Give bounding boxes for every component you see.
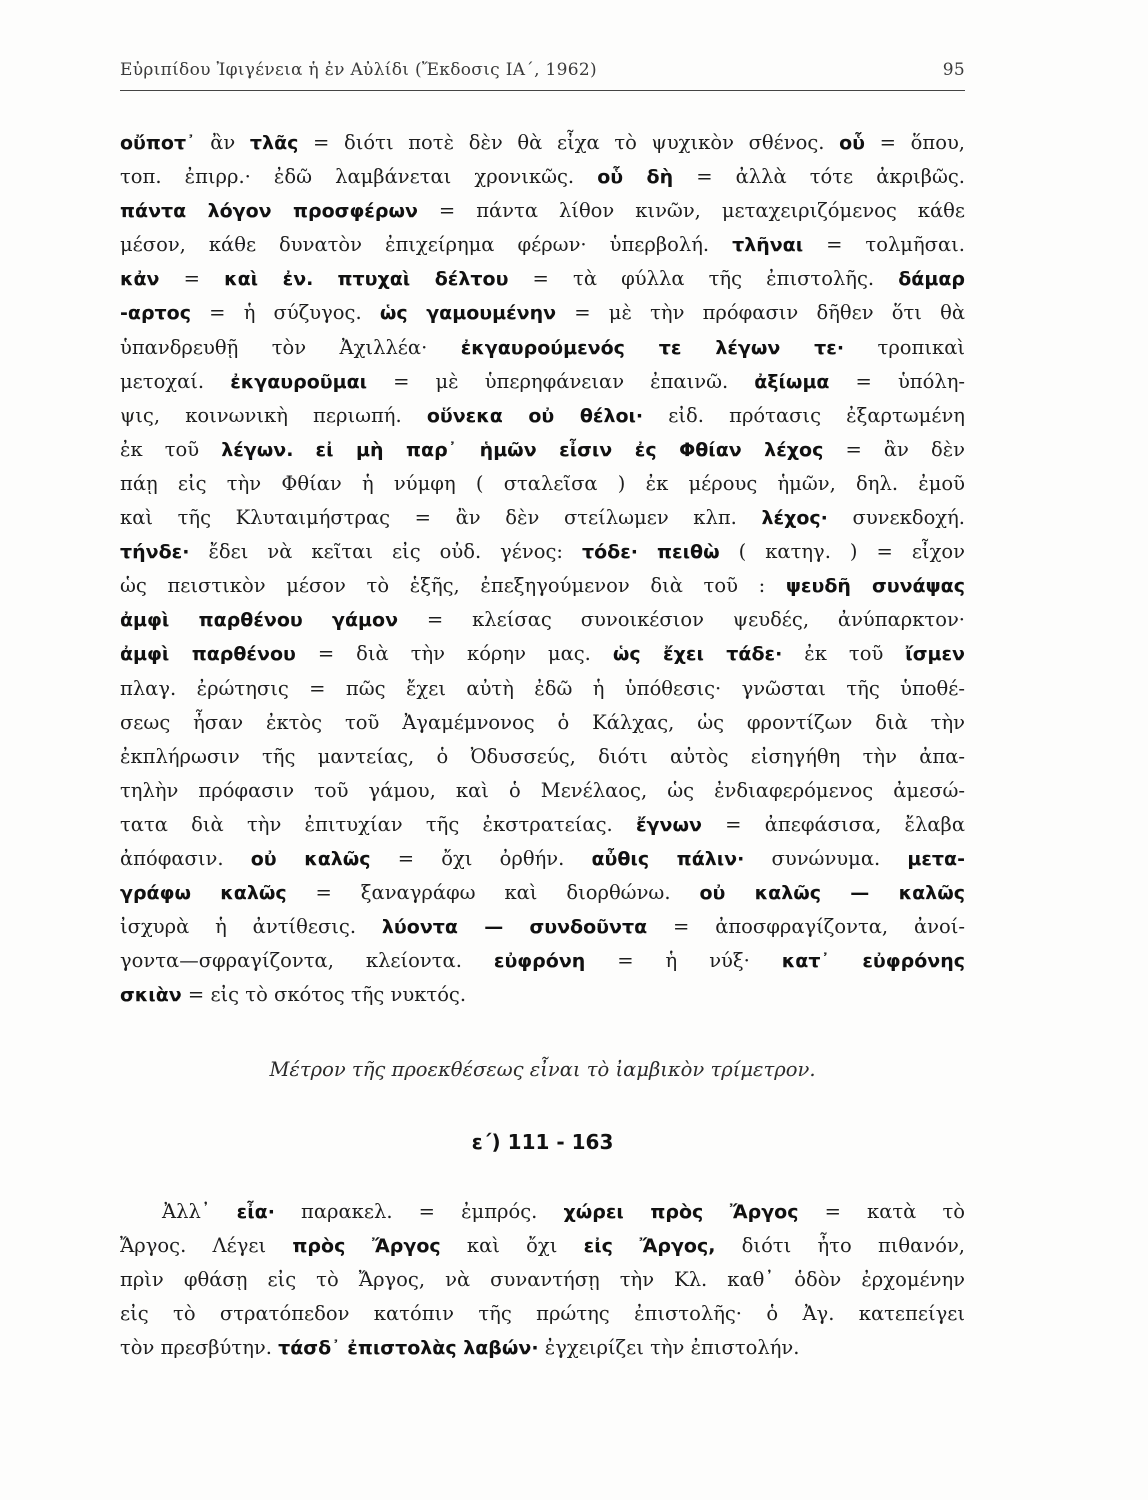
text-line (120, 944, 965, 978)
lemma-bold: πειθὼ (657, 541, 720, 564)
commentary-block-2 (120, 1195, 965, 1365)
running-title: Εὐριπίδου Ἰφιγένεια ἡ ἐν Αὐλίδι (Ἔκδοσις ΙΑ΄, 1962) (120, 60, 597, 80)
gloss-text: πάῃ εἰς τὴν Φθίαν ἡ νύμφη ( σταλεῖσα ) ἐκ μέρους ἡμῶν, δηλ. ἐμοῦ (120, 471, 965, 495)
book-page (120, 0, 970, 1500)
gloss-text (638, 540, 657, 563)
lemma-bold: οὐ καλῶς — καλῶς (699, 882, 965, 905)
lemma-bold: ὡς ἔχει τάδε· (612, 643, 783, 666)
gloss-text: = ὅπου, (865, 131, 965, 154)
gloss-text: συνεκδοχή. (827, 506, 965, 530)
lemma-bold: εἰς Ἄργος, (583, 1235, 716, 1258)
lemma-bold: οὔποτ᾽ (120, 132, 196, 154)
gloss-text: = μὲ τὴν πρόφασιν δῆθεν ὅτι θὰ (556, 301, 965, 325)
text-line (120, 1331, 965, 1365)
page-number: 95 (942, 60, 965, 80)
gloss-text: εἰς τὸ στρατόπεδον κατόπιν τῆς πρώτης ἐπιστολῆς· ὁ Ἀγ. κατεπείγει (120, 1302, 965, 1326)
gloss-text: = πάντα λίθον κινῶν, μεταχειριζόμενος κάθε (417, 199, 965, 223)
lemma-bold: πάντα λόγον προσφέρων (120, 200, 418, 223)
gloss-text: σεως ἦσαν ἐκτὸς τοῦ Ἀγαμέμνονος ὁ Κάλχας, ὡς φροντίζων διὰ τὴν (120, 710, 965, 734)
text-line (120, 262, 965, 296)
text-line (120, 1195, 965, 1229)
gloss-text: = ὑπόλη- (829, 369, 965, 393)
lemma-bold: ἴσμεν (905, 643, 965, 666)
gloss-text: = εἰς τὸ σκότος τῆς νυκτός. (181, 983, 467, 1007)
lemma-bold: ἀξίωμα (754, 370, 830, 393)
text-line (120, 228, 965, 262)
text-line (120, 160, 965, 194)
lemma-bold: λύοντα — συνδοῦντα (381, 916, 648, 939)
gloss-text: καὶ τῆς Κλυταιμήστρας = ἂν δὲν στείλωμεν κλπ. (120, 506, 762, 530)
text-line (120, 603, 965, 637)
gloss-text: Ἄργος. Λέγει (120, 1234, 293, 1258)
text-line (120, 433, 965, 467)
text-line (120, 978, 965, 1012)
gloss-text: πρὶν φθάσῃ εἰς τὸ Ἄργος, νὰ συναντήσῃ τὴν Κλ. καθ᾽ ὁδὸν ἐρχομένην (120, 1268, 965, 1292)
lemma-bold: πτυχαὶ δέλτου (337, 268, 509, 291)
lemma-bold: οὕνεκα οὐ θέλοι· (426, 404, 644, 427)
lemma-bold: μετα- (907, 847, 965, 870)
lemma-bold: γράφω καλῶς (120, 882, 287, 905)
gloss-text (293, 438, 315, 461)
gloss-text: = ἂν δὲν (823, 437, 965, 461)
text-line (120, 194, 965, 228)
gloss-text: = τὰ φύλλα τῆς ἐπιστολῆς. (508, 267, 899, 291)
lemma-bold: καὶ ἐν. (224, 268, 314, 291)
gloss-text: = ἡ νύξ· (585, 949, 782, 973)
lemma-bold: οὗ (839, 132, 865, 154)
text-line (120, 365, 965, 399)
gloss-text: τηλὴν πρόφασιν τοῦ γάμου, καὶ ὁ Μενέλαος, ὡς ἐνδιαφερόμενος ἀμεσώ- (120, 778, 965, 802)
gloss-text: = διὰ τὴν κόρην μας. (295, 642, 613, 666)
gloss-text: = ἀλλὰ τότε ἀκριβῶς. (673, 165, 965, 189)
gloss-text: ἐκπλήρωσιν τῆς μαντείας, ὁ Ὀδυσσεύς, διότι αὐτὸς εἰσηγήθη τὴν ἀπα- (120, 744, 965, 768)
gloss-text: ἀπόφασιν. (120, 846, 251, 870)
lemma-bold: ἐκγαυροῦμαι (230, 370, 368, 393)
lemma-bold: ψευδῆ συνάψας (785, 575, 965, 598)
gloss-text: ἐκ τοῦ (120, 437, 222, 461)
text-line (120, 399, 965, 433)
section-heading: ε΄) 111 - 163 (471, 1130, 614, 1154)
gloss-text: = κλείσας συνοικέσιον ψευδές, ἀνύπαρκτον· (398, 608, 965, 632)
lemma-bold: ὡς γαμουμένην (379, 302, 557, 325)
text-line (120, 910, 965, 944)
lemma-bold: τάσδ᾽ ἐπιστολὰς λαβών· (278, 1337, 539, 1360)
lemma-bold: ἐκγαυρούμενός τε λέγων τε· (460, 336, 845, 359)
text-line (120, 467, 965, 501)
lemma-bold: σκιὰν (120, 984, 182, 1007)
text-line (120, 876, 965, 910)
gloss-text: ὑπανδρευθῇ τὸν Ἀχιλλέα· (120, 335, 461, 359)
gloss-text: πλαγ. ἐρώτησις = πῶς ἔχει αὐτὴ ἐδῶ ἡ ὑπόθεσις· γνῶσται τῆς ὑποθέ- (120, 676, 965, 700)
gloss-text: διότι ἦτο πιθανόν, (715, 1234, 965, 1258)
commentary-block-1 (120, 126, 965, 1012)
gloss-text: Ἀλλ᾽ (162, 1200, 237, 1223)
lemma-bold: εἶα· (236, 1201, 275, 1223)
gloss-text: ἐγχειρίζει τὴν ἐπιστολήν. (538, 1336, 800, 1360)
meter-note: Μέτρον τῆς προεκθέσεως εἶναι τὸ ἰαμβικὸν τρίμετρον. (269, 1058, 816, 1081)
gloss-text: = διότι ποτὲ δὲν θὰ εἶχα τὸ ψυχικὸν σθένος. (298, 131, 840, 154)
gloss-text: = ἀπεφάσισα, ἔλαβα (701, 812, 965, 836)
gloss-text: = ὄχι ὀρθήν. (370, 846, 592, 870)
lemma-bold: κἀν (120, 268, 160, 291)
gloss-text: καὶ ὄχι (440, 1234, 584, 1258)
text-line (120, 637, 965, 671)
text-line (120, 774, 965, 808)
text-line (120, 842, 965, 876)
lemma-bold: οὐ καλῶς (250, 847, 371, 870)
text-line (120, 501, 965, 535)
gloss-text: ὡς πειστικὸν μέσον τὸ ἑξῆς, ἐπεξηγούμενον διὰ τοῦ : (120, 574, 786, 598)
gloss-text: εἰδ. πρότασις ἐξαρτωμένη (643, 403, 965, 427)
text-line (120, 672, 965, 706)
lemma-bold: τήνδε· (120, 541, 190, 564)
lemma-bold: ἀμφὶ παρθένου (120, 643, 296, 666)
text-line (120, 1263, 965, 1297)
lemma-bold: αὖθις πάλιν· (591, 847, 745, 870)
text-line (120, 808, 965, 842)
text-line (120, 569, 965, 603)
text-line (120, 1297, 965, 1331)
gloss-text: = (159, 267, 225, 291)
text-line (120, 331, 965, 365)
gloss-text: ἂν (195, 131, 250, 154)
gloss-text: = μὲ ὑπερηφάνειαν ἐπαινῶ. (367, 369, 755, 393)
gloss-text: τοπ. ἐπιρρ.· ἐδῶ λαμβάνεται χρονικῶς. (120, 165, 598, 189)
text-line (120, 296, 965, 330)
gloss-text: μετοχαί. (120, 369, 231, 393)
gloss-text: τατα διὰ τὴν ἐπιτυχίαν τῆς ἐκστρατείας. (120, 812, 636, 836)
header-rule (120, 90, 965, 91)
gloss-text (313, 267, 337, 290)
lemma-bold: δάμαρ (898, 268, 965, 291)
text-line (120, 1229, 965, 1263)
lemma-bold: εὐφρόνη (493, 950, 586, 973)
lemma-bold: τλᾶς (249, 132, 299, 154)
gloss-text: ψις, κοινωνικὴ περιωπή. (120, 403, 427, 427)
lemma-bold: ἀμφὶ παρθένου γάμον (120, 609, 399, 632)
running-head (120, 60, 965, 80)
text-line (120, 126, 965, 160)
gloss-text: τὸν πρεσβύτην. (120, 1336, 279, 1360)
lemma-bold: χώρει πρὸς Ἄργος (563, 1201, 799, 1223)
lemma-bold: πρὸς Ἄργος (292, 1235, 441, 1258)
gloss-text: ἔδει νὰ κεῖται εἰς οὐδ. γένος: (189, 540, 582, 564)
gloss-text: = ἡ σύζυγος. (190, 301, 380, 325)
lemma-bold: λέχος· (761, 507, 828, 530)
text-line (120, 535, 965, 569)
text-line (120, 706, 965, 740)
gloss-text: ἰσχυρὰ ἡ ἀντίθεσις. (120, 915, 382, 939)
lemma-bold: τλῆναι (732, 234, 804, 257)
gloss-text: ἐκ τοῦ (782, 642, 906, 666)
gloss-text: = ἀποσφραγίζοντα, ἀνοί- (647, 915, 965, 939)
lemma-bold: εἰ μὴ παρ᾽ ἡμῶν εἶσιν ἐς Φθίαν λέχος (315, 438, 824, 461)
lemma-bold: κατ᾽ εὐφρόνης (781, 950, 965, 973)
gloss-text: παρακελ. = ἐμπρός. (274, 1200, 564, 1223)
lemma-bold: τόδε· (582, 541, 639, 564)
text-line (120, 740, 965, 774)
lemma-bold: οὗ δὴ (597, 166, 674, 189)
gloss-text: ( κατηγ. ) = εἶχον (719, 540, 965, 564)
lemma-bold: λέγων. (221, 438, 294, 461)
lemma-bold: -αρτος (120, 302, 191, 325)
gloss-text: γοντα—σφραγίζοντα, κλείοντα. (120, 949, 494, 973)
gloss-text: = τολμῆσαι. (803, 233, 965, 257)
gloss-text: μέσον, κάθε δυνατὸν ἐπιχείρημα φέρων· ὑπερβολή. (120, 233, 733, 257)
gloss-text: τροπικαὶ (844, 335, 965, 359)
gloss-text: = κατὰ τὸ (798, 1200, 965, 1223)
lemma-bold: ἔγνων (635, 813, 702, 836)
gloss-text: συνώνυμα. (744, 846, 908, 870)
gloss-text: = ξαναγράφω καὶ διορθώνω. (286, 881, 700, 905)
